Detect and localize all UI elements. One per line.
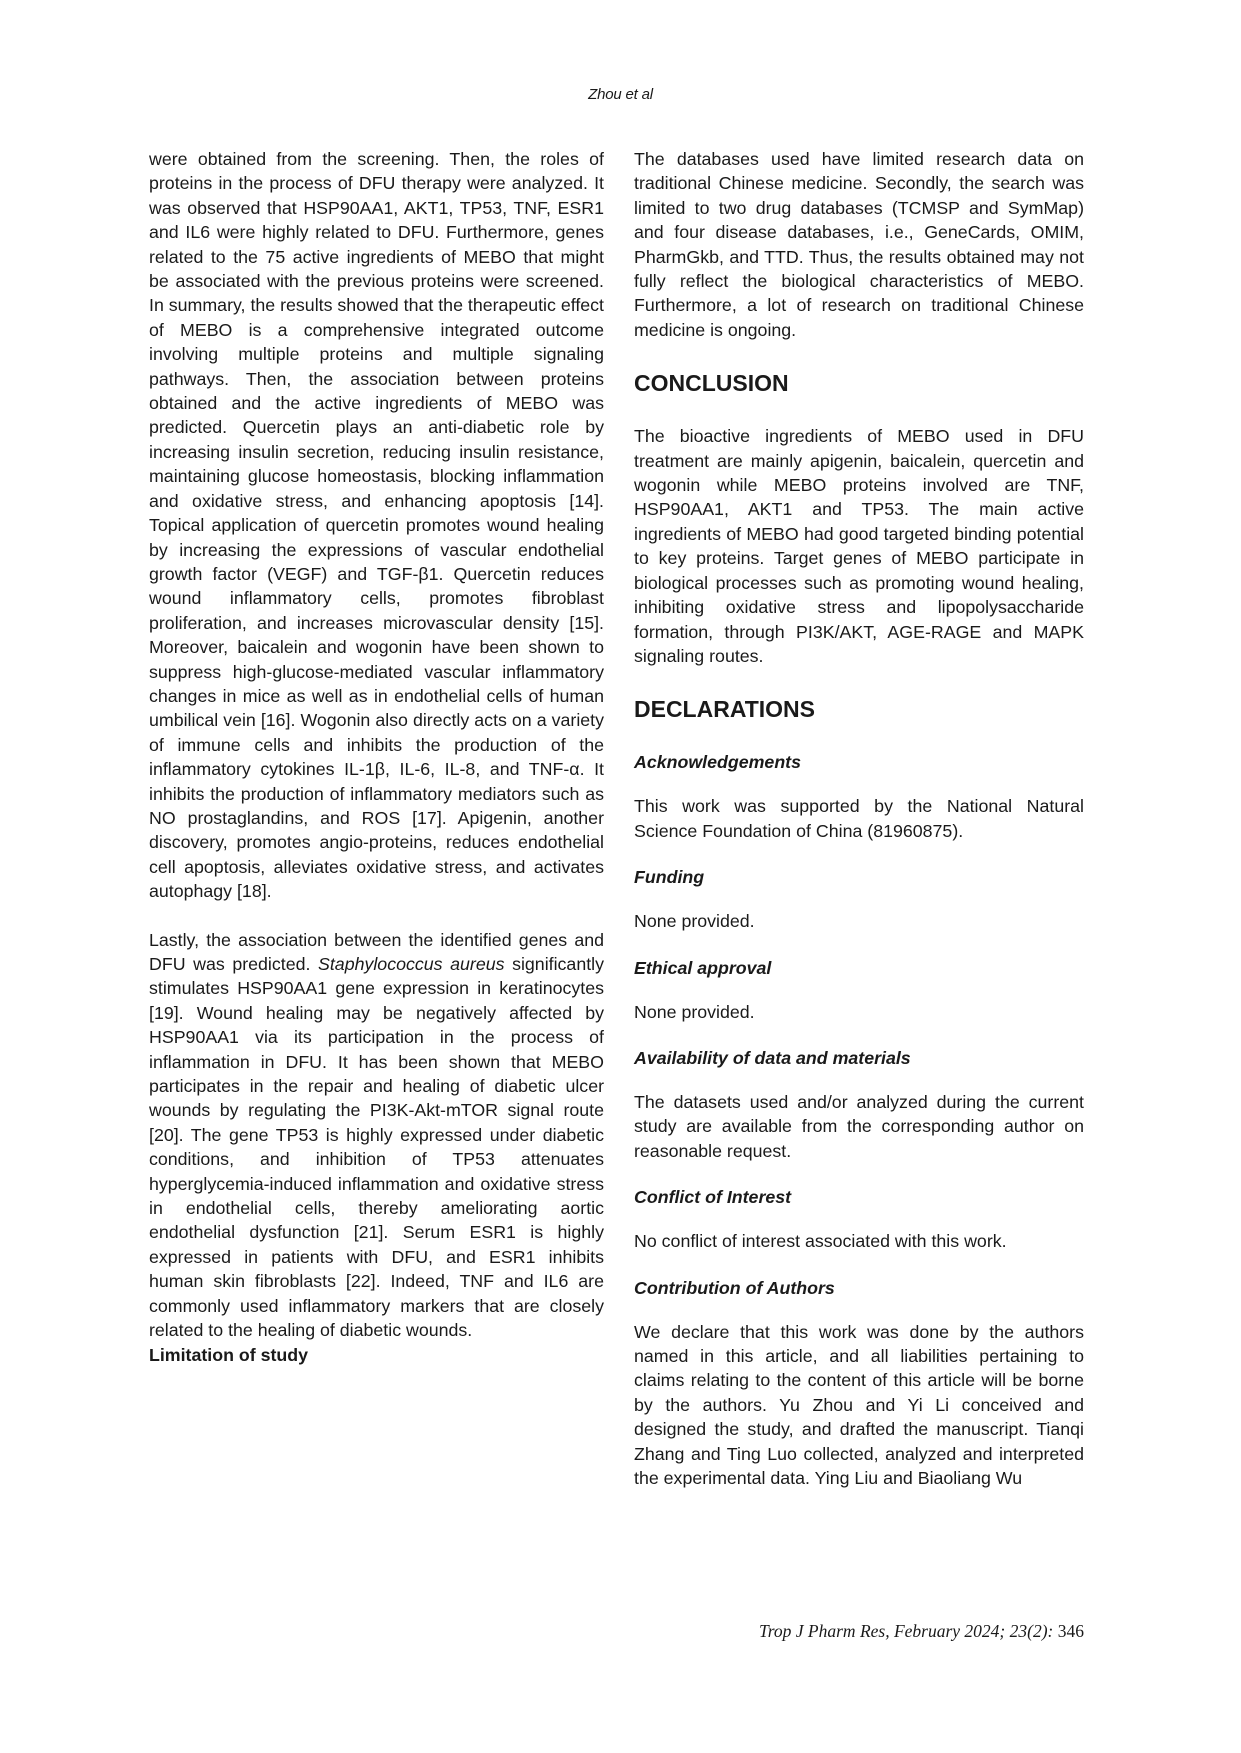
- journal-citation: Trop J Pharm Res, February 2024; 23(2):: [758, 1621, 1058, 1641]
- conclusion-text: The bioactive ingredients of MEBO used in DFU treatment are mainly apigenin, baicalein, quercetin and wogonin while MEBO proteins involved are TNF, HSP90AA1, AKT1 and TP53. The main active ingredients of MEBO had good targeted binding potential to key proteins. Target genes of MEBO participate in biological processes such as promoting wound healing, inhibiting oxidative stress and lipopolysaccharide formation, through PI3K/AKT, AGE-RAGE and MAPK signaling routes.: [634, 426, 1084, 666]
- left-column: [149, 147, 604, 1367]
- limitation-text: The databases used have limited research data on traditional Chinese medicine. Secondly, the search was limited to two drug databases (TCMSP and SymMap) and four disease databases, i.e., GeneCards, OMIM, PharmGkb, and TTD. Thus, the results obtained may not fully reflect the biological characteristics of MEBO. Furthermore, a lot of research on traditional Chinese medicine is ongoing.: [634, 149, 1084, 340]
- discussion-paragraph-2: [149, 928, 604, 1343]
- right-column: [634, 147, 1084, 1490]
- discussion-paragraph-2-start: Lastly, the association between the identified genes and DFU was predicted.: [149, 929, 604, 974]
- discussion-paragraph-1: were obtained from the screening. Then, the roles of proteins in the process of DFU therapy were analyzed. It was observed that HSP90AA1, AKT1, TP53, TNF, ESR1 and IL6 were highly related to DFU. Furthermore, genes related to the 75 active ingredients of MEBO that might be associated with the previous proteins were screened. In summary, the results showed that the therapeutic effect of MEBO is a comprehensive integrated outcome involving multiple proteins and multiple signaling pathways. Then, the association between proteins obtained and the active ingredients of MEBO was predicted. Quercetin plays an anti-diabetic role by increasing insulin secretion, reducing insulin resistance, maintaining glucose homeostasis, blocking inflammation and oxidative stress, and enhancing apoptosis [14]. Topical application of quercetin promotes wound healing by increasing the expressions of vascular endothelial growth factor (VEGF) and TGF-β1. Quercetin reduces wound inflammatory cells, promotes fibroblast proliferation, and increases microvascular density [15]. Moreover, baicalein and wogonin have been shown to suppress high-glucose-mediated vascular inflammatory changes in mice as well as in endothelial cells of human umbilical vein [16]. Wogonin also directly acts on a variety of immune cells and inhibits the production of the inflammatory cytokines IL-1β, IL-6, IL-8, and TNF-α. It inhibits the production of inflammatory mediators such as NO prostaglandins, and ROS [17]. Apigenin, another discovery, promotes angio-proteins, reduces endothelial cell apoptosis, alleviates oxidative stress, and activates autophagy [18].: [149, 149, 604, 902]
- conflict-text: No conflict of interest associated with this work.: [634, 1231, 1007, 1252]
- declarations-heading: DECLARATIONS: [634, 696, 816, 723]
- limitation-heading: Limitation of study: [149, 1344, 309, 1365]
- running-header: Zhou et al: [588, 86, 653, 103]
- ethics-text: None provided.: [634, 1001, 755, 1022]
- ethics-heading: Ethical approval: [634, 957, 772, 978]
- funding-heading: Funding: [634, 867, 705, 888]
- journal-footer: [634, 1621, 1084, 1642]
- acknowledgements-heading: Acknowledgements: [634, 752, 801, 773]
- availability-heading: Availability of data and materials: [634, 1047, 911, 1068]
- acknowledgements-text: This work was supported by the National Natural Science Foundation of China (81960875).: [634, 796, 1084, 841]
- funding-text: None provided.: [634, 911, 755, 932]
- species-name: Staphylococcus aureus: [318, 954, 505, 974]
- page-number: 346: [1057, 1621, 1084, 1641]
- conclusion-heading: CONCLUSION: [634, 370, 789, 397]
- contribution-heading: Contribution of Authors: [634, 1277, 835, 1298]
- conflict-heading: Conflict of Interest: [634, 1187, 792, 1208]
- availability-text: The datasets used and/or analyzed during the current study are available from the corresponding author on reasonable request.: [634, 1091, 1084, 1161]
- discussion-paragraph-2-end: significantly stimulates HSP90AA1 gene expression in keratinocytes [19]. Wound healing may be negatively affected by HSP90AA1 via its participation in the process of inflammation in DFU. It has been shown that MEBO participates in the repair and healing of diabetic ulcer wounds by regulating the PI3K-Akt-mTOR signal route [20]. The gene TP53 is highly expressed under diabetic conditions, and inhibition of TP53 attenuates hyperglycemia-induced inflammation and oxidative stress in endothelial cells, thereby ameliorating aortic endothelial dysfunction [21]. Serum ESR1 is highly expressed in patients with DFU, and ESR1 inhibits human skin fibroblasts [22]. Indeed, TNF and IL6 are commonly used inflammatory markers that are closely related to the healing of diabetic wounds.: [149, 954, 604, 1341]
- contribution-text: We declare that this work was done by the authors named in this article, and all liabilities pertaining to claims relating to the content of this article will be borne by the authors. Yu Zhou and Yi Li conceived and designed the study, and drafted the manuscript. Tianqi Zhang and Ting Luo collected, analyzed and interpreted the experimental data. Ying Liu and Biaoliang Wu: [634, 1321, 1084, 1488]
